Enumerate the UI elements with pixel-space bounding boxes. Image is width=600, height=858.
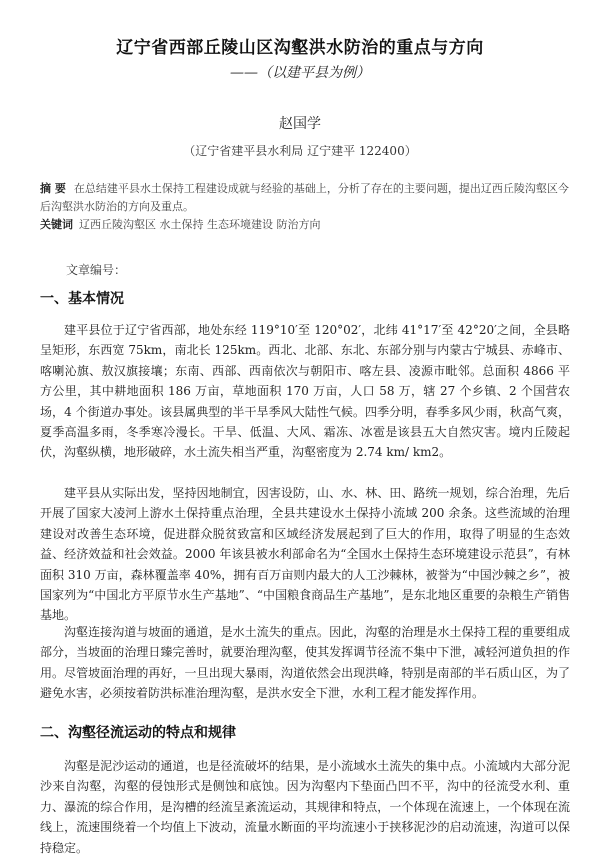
author-affiliation: （辽宁省建平县水利局 辽宁建平 122400）	[183, 144, 417, 158]
keywords	[40, 216, 570, 234]
section-2-paragraph-1: 沟壑是泥沙运动的通道，也是径流破坏的结果，是小流域水土流失的集中点。小流域内大部分泥沙来自沟壑，沟壑的侵蚀形式是侧蚀和底蚀。因为沟壑内下垫面凸凹不平，沟中的径流受水利、重力、瀑流的综合作用，是沟槽的经流呈紊流运动，其规律和特点，一个体现在流速上，一个体现在流线上，流速围绕着一个均值上下波动，流量水断面的平均流速小于挟移泥沙的启动流速，沟道可以保持稳定。	[40, 759, 570, 855]
section-1-paragraph-1: 建平县位于辽宁省西部，地处东经 119°10′至 120°02′，北纬 41°17′至 42°20′之间，全县略呈矩形，东西宽 75km，南北长 125km。西北、北部、东北、东部分别与内蒙古宁城县、赤峰市、喀喇沁旗、敖汉旗接壤；东南、西部、西南依次与朝阳市、喀左县、凌源市毗邻。总面积 4866 平方公里，其中耕地面积 186 万亩，草地面积 170 万亩，人口 58 万，辖 27 个乡镇、2 个国营农场，4 个街道办事处。该县属典型的半干旱季风大陆性气候。四季分明，春季多风少雨，秋高气爽，夏季高温多雨，冬季寒冷漫长。干旱、低温、大风、霜冻、冰雹是该县五大自然灾害。境内丘陵起伏，沟壑纵横，地形破碎，水土流失相当严重，沟壑密度为 2.74 km/ km2。	[40, 323, 571, 460]
section-heading-2: 二、沟壑径流运动的特点和规律	[40, 725, 236, 741]
abstract	[40, 180, 570, 216]
abstract-label: 摘 要	[40, 182, 66, 195]
author-name: 赵国学	[279, 116, 321, 132]
keywords-label: 关键词	[40, 218, 73, 231]
keywords-text: 辽西丘陵沟壑区 水土保持 生态环境建设 防治方向	[79, 218, 321, 231]
paper-subtitle: ——（以建平县为例）	[230, 65, 370, 81]
section-1-paragraph-2: 建平县从实际出发，坚持因地制宜，因害设防，山、水、林、田、路统一规划，综合治理，先后开展了国家大凌河上游水土保持重点治理，全县共建设水土保持小流域 200 余条。这些流域的治理建设对改善生态环境，促进群众脱贫致富和区域经济发展起到了巨大的作用，取得了明显的生态效益、经济效益和社会效益。2000 年该县被水利部命名为“全国水土保持生态环境建设示范县”，有林面积 310 万亩，森林覆盖率 40%，拥有百万亩则内最大的人工沙棘林，被誉为“中国沙棘之乡”，被国家列为“中国北方平原节水生产基地”、“中国粮食商品生产基地”，是东北地区重要的杂粮生产销售基地。	[40, 486, 570, 623]
abstract-text: 在总结建平县水土保持工程建设成就与经验的基础上，分析了存在的主要问题，提出辽西丘陵沟壑区今后沟壑洪水防治的方向及重点。	[40, 182, 569, 213]
paper-title: 辽宁省西部丘陵山区沟壑洪水防治的重点与方向	[116, 38, 484, 58]
article-number: 文章编号：	[66, 263, 127, 277]
section-heading-1: 一、基本情况	[40, 291, 124, 307]
section-1-paragraph-3: 沟壑连接沟道与坡面的通道，是水土流失的重点。因此，沟壑的治理是水土保持工程的重要组成部分，当坡面的治理日臻完善时，就要治理沟壑，使其发挥调节径流不集中下泄，减轻河道负担的作用。尽管坡面治理的再好，一旦出现大暴雨，沟道依然会出现洪峰，特别是南部的半石质山区，为了避免水害，必须按着防洪标准治理沟壑，是洪水安全下泄，水利工程才能发挥作用。	[40, 625, 570, 701]
